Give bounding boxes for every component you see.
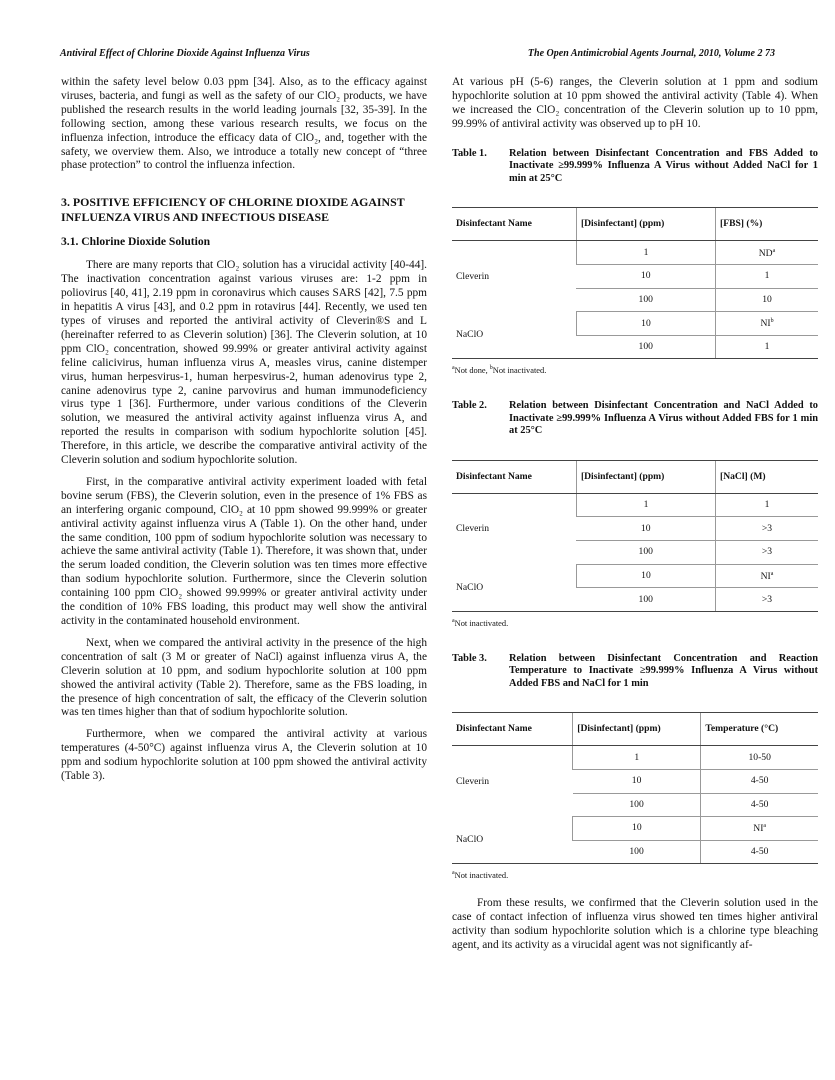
table-3 (452, 712, 818, 864)
table-header-row (452, 460, 818, 493)
column-header: [Disinfectant] (ppm) (576, 460, 715, 493)
table-cell: 10 (576, 517, 715, 541)
table-cell (716, 312, 818, 336)
table-cell: 1 (716, 265, 818, 289)
table-label: Table 1. (452, 147, 487, 159)
table-cell: 1 (716, 335, 818, 359)
table-cell: 4-50 (701, 793, 818, 817)
table-cell: 10 (716, 288, 818, 312)
paragraph: From these results, we confirmed that the Cleverin solution used in the case of contact infection of influenza virus showed ten times higher antiviral activity than sodium hypochlorite solution which is a chlorine type bleaching agent, and its activity as a virucidal agent was not significantly af- (452, 896, 818, 951)
cell-value: NI (760, 571, 771, 583)
table-cell: Cleverin (456, 775, 490, 787)
table-caption-text: Relation between Disinfectant Concentration and FBS Added to Inactivate ≥99.999% Influenza A Virus without Added NaCl for 1 min at 25°C (509, 147, 818, 184)
right-column (452, 76, 818, 953)
table-cell: 100 (576, 588, 715, 612)
footnote-marker: a (452, 617, 455, 624)
table-cell: >3 (716, 517, 818, 541)
table-cell: 1 (573, 746, 701, 770)
cell-value: NI (760, 318, 771, 330)
table-cell: 10 (573, 817, 701, 841)
table-footnote (452, 867, 818, 883)
table-cell (716, 564, 818, 588)
column-header: Disinfectant Name (452, 713, 573, 746)
footnote-marker: a (772, 247, 776, 254)
footnote-marker: b (770, 318, 774, 325)
table-label: Table 2. (452, 400, 487, 412)
paragraph: Next, when we compared the antiviral activity in the presence of the high concentration of salt (3 M or greater of NaCl) against influenza virus A, the Cleverin solution at 10 ppm, and sodium hypochlorite solution at 100 ppm showed the antiviral activity (Table 2). Therefore, same as the FBS loading, in the presence of high concentration of salt, the efficacy of the Cleverin solution was ten times higher than that of sodium hypochlorite solution. (61, 636, 427, 719)
table-cell: >3 (716, 541, 818, 565)
table-cell: 1 (716, 493, 818, 517)
table-row (452, 493, 818, 517)
table-label: Table 3. (452, 652, 487, 664)
footnote-text: Not done, (454, 366, 490, 376)
table-cell: 4-50 (701, 769, 818, 793)
table-row (452, 312, 818, 336)
footnote-marker: a (452, 870, 455, 877)
table-footnote (452, 362, 818, 378)
running-header-title: Antiviral Effect of Chlorine Dioxide Against Influenza Virus (60, 48, 310, 59)
table-cell: >3 (716, 588, 818, 612)
table-cell: NaClO (452, 564, 576, 611)
table-cell: 100 (573, 840, 701, 864)
section-heading: 3. POSITIVE EFFICIENCY OF CHLORINE DIOXIDE AGAINST INFLUENZA VIRUS AND INFECTIOUS DISEASE (61, 195, 405, 224)
paragraph: First, in the comparative antiviral activity experiment loaded with fetal bovine serum (FBS), the Cleverin solution, even in the presence of 1% FBS as an interfering organic compound, ClO₂ at 10 ppm showed 99.999% or greater antiviral activity against influenza virus A (Table 1). On the other hand, under the same condition, 100 ppm of sodium hypochlorite solution was necessary to achieve the same antiviral activity (Table 1). Therefore, it was shown that, under the serum loaded condition, the Cleverin solution was ten times more effective than sodium hypochlorite solution. Furthermore, since the Cleverin solution containing 100 ppm ClO₂ showed 99.999% or greater antiviral activity under the condition of 10% FBS loading, this product may well show the antiviral activity in the contaminated household environment. (61, 475, 427, 627)
column-header: Disinfectant Name (452, 208, 576, 241)
table-cell (701, 817, 818, 841)
paragraph: Furthermore, when we compared the antiviral activity at various temperatures (4-50°C) against influenza virus A, the Cleverin solution at 10 ppm and sodium hypochlorite solution at 100 ppm showed the antiviral activity (Table 3). (61, 728, 427, 783)
table-row (452, 241, 818, 265)
table-cell: 100 (576, 288, 715, 312)
table-row (452, 564, 818, 588)
footnote-marker: b (489, 365, 493, 372)
paragraph: within the safety level below 0.03 ppm [34]. Also, as to the efficacy against viruses, bacteria, and fungi as well as the safety of our ClO₂ products, we have published the research results in the world leading journals [32, 35-39]. In the following section, among these various research results, we focus on the influenza infection, introduce the efficacy data of ClO₂, and, together with the safety, we overview them. Also, we introduce a totally new concept of “three phase protection” to control the influenza infection. (61, 76, 427, 172)
cell-value: NI (753, 823, 764, 835)
table-cell: 10-50 (701, 746, 818, 770)
table-3-caption (452, 653, 818, 691)
paragraph: There are many reports that ClO₂ solution has a virucidal activity [40-44]. The inactivation concentration against various viruses are: 1-2 ppm in poliovirus [40, 41], 2.19 ppm in coronavirus which causes SARS [42], 7.5 ppm in hepatitis A virus [43], and 0.2 ppm in rotavirus [44]. Recently, we used ten types of viruses and reported the antiviral activity of Cleverin®S and L (hereinafter referred to as Cleverin solution) [36]. The Cleverin solution, at 10 ppm ClO₂ concentration, showed 99.99% or greater antiviral activity against feline calicivirus, human influenza virus A, measles virus, canine distemper virus, human herpesvirus-1, human herpesvirus-2, human adenovirus type 2, canine adenovirus type 2, canine parvovirus and human immunodeficiency virus type 1 [36]. Furthermore, under various conditions of the Cleverin solution, we measured the antiviral activity against influenza virus A, and reported the results in comparison with sodium hypochlorite solution [45]. Therefore, in this article, we describe the comparative antiviral activity of the Cleverin solution and sodium hypochlorite solution. (61, 259, 427, 467)
table-1-caption (452, 148, 818, 186)
table-caption-text: Relation between Disinfectant Concentration and NaCl Added to Inactivate ≥99.999% Influenza A Virus without Added FBS for 1 min at 25°C (509, 400, 818, 437)
table-cell: 100 (576, 541, 715, 565)
left-column (61, 76, 427, 784)
column-header: [NaCl] (M) (716, 460, 818, 493)
table-cell: NaClO (452, 312, 576, 359)
table-header-row (452, 208, 818, 241)
column-header: [Disinfectant] (ppm) (573, 713, 701, 746)
table-cell: 100 (573, 793, 701, 817)
table-cell: Cleverin (456, 270, 490, 282)
footnote-marker: a (452, 365, 455, 372)
running-header-journal: The Open Antimicrobial Agents Journal, 2010, Volume 2 73 (527, 48, 775, 59)
table-cell: 4-50 (701, 840, 818, 864)
table-cell: 10 (573, 769, 701, 793)
table-cell (716, 241, 818, 265)
table-header-row (452, 713, 818, 746)
column-header: [FBS] (%) (716, 208, 818, 241)
table-cell: 100 (576, 335, 715, 359)
table-cell: 1 (576, 493, 715, 517)
footnote-text: Not inactivated. (454, 618, 509, 628)
table-cell: NaClO (452, 817, 573, 864)
table-1 (452, 207, 818, 359)
footnote-marker: a (763, 823, 767, 830)
table-2 (452, 460, 818, 612)
table-row (452, 817, 818, 841)
footnote-marker: a (770, 570, 774, 577)
table-cell: 10 (576, 564, 715, 588)
table-cell: 1 (576, 241, 715, 265)
column-header: Disinfectant Name (452, 460, 576, 493)
table-row (452, 746, 818, 770)
table-2-caption (452, 400, 818, 438)
paragraph: At various pH (5-6) ranges, the Cleverin solution at 1 ppm and sodium hypochlorite solution at 10 ppm showed the antiviral activity (Table 4). When we increased the ClO₂ concentration of the Cleverin solution up to 10 ppm, 99.99% of antiviral activity was observed up to pH 10. (452, 76, 818, 130)
footnote-text: Not inactivated. (454, 871, 509, 881)
table-cell: 10 (576, 265, 715, 289)
table-cell: Cleverin (456, 523, 490, 535)
footnote-text: Not inactivated. (492, 366, 547, 376)
table-footnote (452, 615, 818, 631)
table-caption-text: Relation between Disinfectant Concentration and Reaction Temperature to Inactivate ≥99.999% Influenza A Virus without Added FBS and NaCl for 1 min (509, 652, 818, 689)
table-cell: 10 (576, 312, 715, 336)
column-header: Temperature (°C) (701, 713, 818, 746)
column-header: [Disinfectant] (ppm) (576, 208, 715, 241)
subsection-heading: 3.1. Chlorine Dioxide Solution (61, 235, 211, 249)
cell-value: ND (758, 247, 773, 259)
